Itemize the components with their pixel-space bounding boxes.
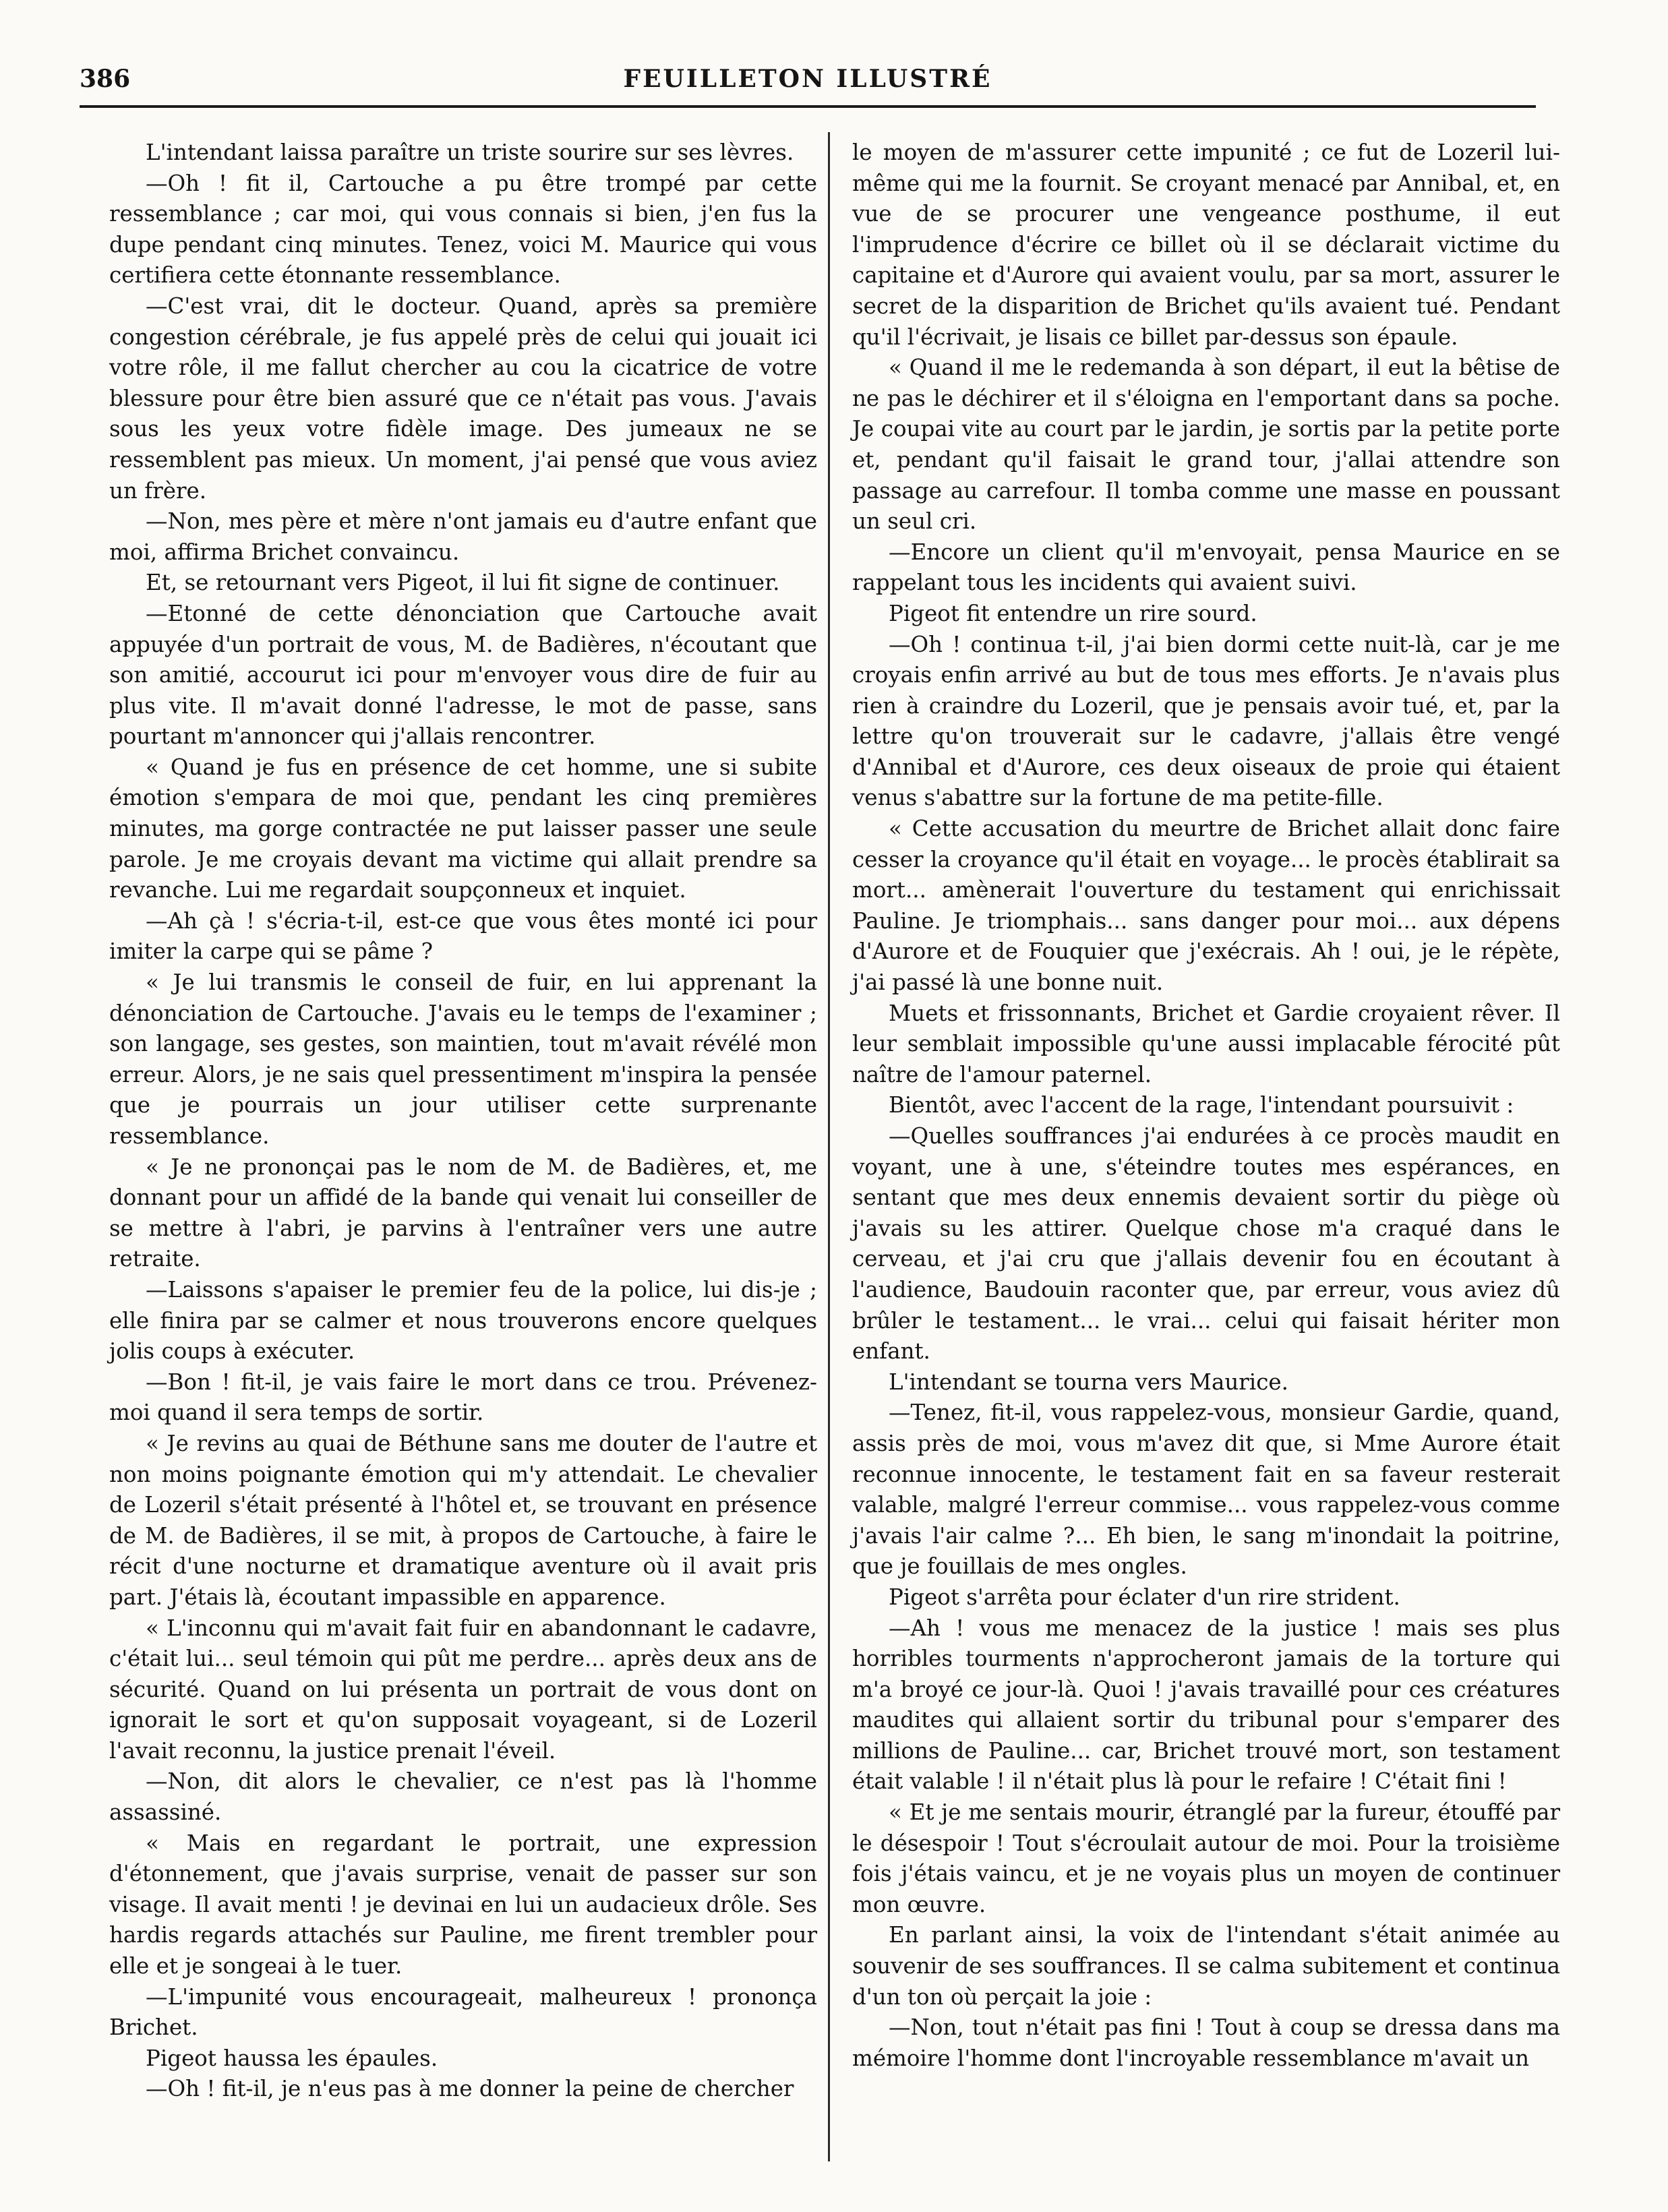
paragraph: « Cette accusation du meurtre de Brichet allait donc faire cesser la croyance qu'il était en voyage... le procès établirait sa mort... amènerait l'ouverture du testament qui enrichissait Pauline. Je triomphais... sans danger pour moi... aux dépens d'Aurore et de Fouquier que j'exécrais. Ah ! oui, je le répète, j'ai passé là une bonne nuit. [852,816,1560,996]
paragraph: —Ah çà ! s'écria-t-il, est-ce que vous êtes monté ici pour imiter la carpe qui se pâme ? [109,907,817,965]
paragraph: « Quand il me le redemanda à son départ, il eut la bêtise de ne pas le déchirer et il s'éloigna en l'emportant dans sa poche. Je coupai vite au court par le jardin, je sortis par la petite porte et, pendant qu'il faisait le grand tour, j'allai attendre son passage au carrefour. Il tomba comme une masse en poussant un seul cri. [852,355,1560,535]
paragraph: —L'impunité vous encourageait, malheureux ! prononça Brichet. [109,1983,817,2041]
paragraph: le moyen de m'assurer cette impunité ; ce fut de Lozeril lui-même qui me la fournit. Se croyant menacé par Annibal, et, en vue de se procurer une vengeance posthume, il eut l'imprudence d'écrire ce billet où il se déclarait victime du capitaine et d'Aurore qui avaient voulu, par sa mort, assurer le secret de la disparition de Brichet qu'ils avaient tué. Pendant qu'il l'écrivait, je lisais ce billet par-dessus son épaule. [852,140,1560,350]
paragraph: Pigeot fit entendre un rire sourd. [889,600,1257,626]
running-title: FEUILLETON ILLUSTRÉ [623,65,992,93]
column-divider [828,132,830,2161]
paragraph: « Quand je fus en présence de cet homme, une si subite émotion s'empara de moi que, pendant les cinq premières minutes, ma gorge contractée ne put laisser passer une seule parole. Je me croyais devant ma victime qui allait prendre sa revanche. Lui me regardait soupçonneux et inquiet. [109,754,817,903]
paragraph: « Et je me sentais mourir, étranglé par la fureur, étouffé par le désespoir ! Tout s'écroulait autour de moi. Pour la troisième fois j'étais vaincu, et je ne voyais plus un moyen de continuer mon œuvre. [852,1799,1560,1917]
page-header [80,65,1536,96]
paragraph: « L'inconnu qui m'avait fait fuir en abandonnant le cadavre, c'était lui... seul témoin qui pût me perdre... après deux ans de sécurité. Quand on lui présenta un portrait de vous dont on ignorait le sort et qu'on supposait voyageant, si de Lozeril l'avait reconnu, la justice prenait l'éveil. [109,1615,817,1764]
paragraph: —Encore un client qu'il m'envoyait, pensa Maurice en se rappelant tous les incidents qui avaient suivi. [852,539,1560,596]
paragraph: « Je lui transmis le conseil de fuir, en lui apprenant la dénonciation de Cartouche. J'avais eu le temps de l'examiner ; son langage, ses gestes, son maintien, tout m'avait révélé mon erreur. Alors, je ne sais quel pressentiment m'inspira la pensée que je pourrais un jour utiliser cette surprenante ressemblance. [109,969,817,1149]
left-column [109,138,817,2105]
paragraph: L'intendant se tourna vers Maurice. [889,1369,1288,1395]
paragraph: —Laissons s'apaiser le premier feu de la police, lui dis-je ; elle finira par se calmer et nous trouverons encore quelques jolis coups à exécuter. [109,1276,817,1365]
paragraph: Pigeot s'arrêta pour éclater d'un rire strident. [889,1584,1400,1610]
paragraph: —C'est vrai, dit le docteur. Quand, après sa première congestion cérébrale, je fus appelé près de celui qui jouait ici votre rôle, il me fallut chercher au cou la cicatrice de votre blessure pour être bien assuré que ce n'était pas vous. J'avais sous les yeux votre fidèle image. Des jumeaux ne se ressemblent pas mieux. Un moment, j'ai pensé que vous aviez un frère. [109,293,817,504]
paragraph: —Non, dit alors le chevalier, ce n'est pas là l'homme assassiné. [109,1768,817,1826]
paragraph: —Ah ! vous me menacez de la justice ! mais ses plus horribles tourments n'approcheront jamais de la torture qui m'a broyé ce jour-là. Quoi ! j'avais travaillé pour ces créatures maudites qui allaient sortir du tribunal pour s'emparer des millions de Pauline... car, Brichet trouvé mort, son testament était valable ! il n'était plus là pour le refaire ! C'était fini ! [852,1615,1560,1795]
paragraph: —Oh ! fit-il, je n'eus pas à me donner la peine de chercher [146,2076,794,2102]
paragraph: En parlant ainsi, la voix de l'intendant s'était animée au souvenir de ses souffrances. Il se calma subitement et continua d'un ton où perçait la joie : [852,1922,1560,2010]
right-column [852,138,1560,2074]
header-rule [80,105,1536,108]
page-number: 386 [80,65,131,93]
paragraph: Et, se retournant vers Pigeot, il lui fit signe de continuer. [146,570,780,596]
paragraph: Pigeot haussa les épaules. [146,2045,438,2071]
paragraph: L'intendant laissa paraître un triste sourire sur ses lèvres. [146,140,794,165]
paragraph: —Oh ! continua t-il, j'ai bien dormi cette nuit-là, car je me croyais enfin arrivé au but de tous mes efforts. Je n'avais plus rien à craindre du Lozeril, que je pensais avoir tué, et, par la lettre qu'on trouverait sur le cadavre, j'allais être vengé d'Annibal et d'Aurore, ces deux oiseaux de proie qui étaient venus s'abattre sur la fortune de ma petite-fille. [852,631,1560,811]
paragraph: —Tenez, fit-il, vous rappelez-vous, monsieur Gardie, quand, assis près de moi, vous m'avez dit que, si Mme Aurore était reconnue innocente, le testament fait en sa faveur resterait valable, malgré l'erreur commise... vous rappelez-vous comme j'avais l'air calme ?... Eh bien, le sang m'inondait la poitrine, que je fouillais de mes ongles. [852,1400,1560,1580]
paragraph: « Je ne prononçai pas le nom de M. de Badières, et, me donnant pour un affidé de la bande qui venait lui conseiller de se mettre à l'abri, je parvins à l'entraîner vers une autre retraite. [109,1154,817,1272]
paragraph: —Etonné de cette dénonciation que Cartouche avait appuyée d'un portrait de vous, M. de Badières, n'écoutant que son amitié, accourut ici pour m'envoyer vous dire de fuir au plus vite. Il m'avait donné l'adresse, le mot de passe, sans pourtant m'annoncer qui j'allais rencontrer. [109,600,817,750]
paragraph: Bientôt, avec l'accent de la rage, l'intendant poursuivit : [889,1092,1514,1118]
paragraph: Muets et frissonnants, Brichet et Gardie croyaient rêver. Il leur semblait impossible qu'une aussi implacable férocité pût naître de l'amour paternel. [852,1000,1560,1087]
paragraph: —Bon ! fit-il, je vais faire le mort dans ce trou. Prévenez-moi quand il sera temps de sortir. [109,1369,817,1426]
paragraph: —Quelles souffrances j'ai endurées à ce procès maudit en voyant, une à une, s'éteindre toutes mes espérances, en sentant que mes deux ennemis devaient sortir du piège où j'avais su les attirer. Quelque chose m'a craqué dans le cerveau, et j'ai cru que j'allais devenir fou en écoutant à l'audience, Baudouin raconter que, par erreur, vous aviez dû brûler le testament... le vrai... celui qui faisait hériter mon enfant. [852,1123,1560,1365]
paragraph: —Non, tout n'était pas fini ! Tout à coup se dressa dans ma mémoire l'homme dont l'incroyable ressemblance m'avait un [852,2014,1560,2071]
paragraph: —Oh ! fit il, Cartouche a pu être trompé par cette ressemblance ; car moi, qui vous connais si bien, j'en fus la dupe pendant cinq minutes. Tenez, voici M. Maurice qui vous certifiera cette étonnante ressemblance. [109,170,817,289]
paragraph: —Non, mes père et mère n'ont jamais eu d'autre enfant que moi, affirma Brichet convaincu. [109,508,817,565]
paragraph: « Mais en regardant le portrait, une expression d'étonnement, que j'avais surprise, venait de passer sur son visage. Il avait menti ! je devinai en lui un audacieux drôle. Ses hardis regards attachés sur Pauline, me firent trembler pour elle et je songeai à le tuer. [109,1830,817,1979]
paragraph: « Je revins au quai de Béthune sans me douter de l'autre et non moins poignante émotion qui m'y attendait. Le chevalier de Lozeril s'était présenté à l'hôtel et, se trouvant en présence de M. de Badières, il se mit, à propos de Cartouche, à faire le récit d'une nocturne et dramatique aventure où il avait pris part. J'étais là, écoutant impassible en apparence. [109,1430,817,1610]
